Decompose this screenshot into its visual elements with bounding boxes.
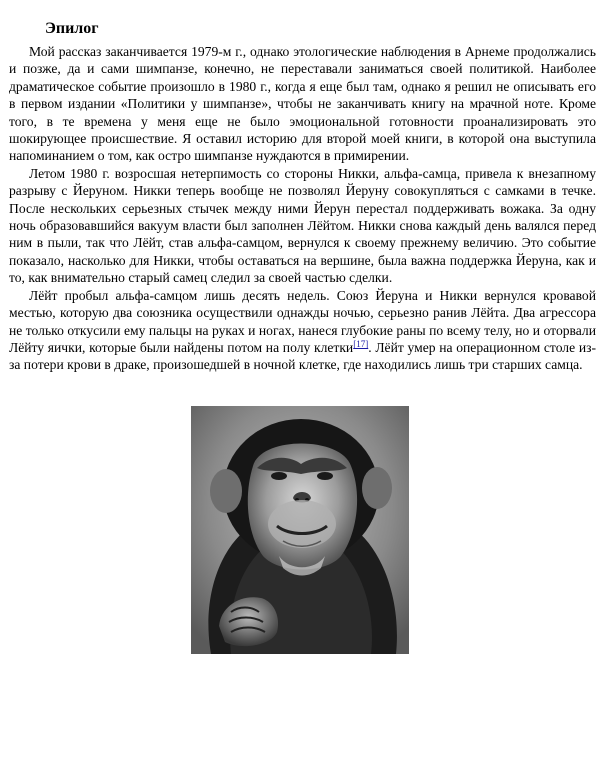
chimpanzee-illustration: [191, 406, 409, 654]
paragraph-1: Мой рассказ заканчивается 1979-м г., однако этологические наблюдения в Арнеме продолжались и позже, да и сами шимпанзе, конечно, не переставали заниматься своей политикой. Наиболее драматическое событие произошло в 1980 г., когда я еще был там, однако я решил не описывать его в первом издании «Политики у шимпанзе», чтобы не заканчивать книгу на мрачной ноте. Кроме того, в те времена у меня еще не было эмоциональной готовности проанализировать это шокирующее происшествие. Я оставил историю для второй моей книги, в которой она выступила напоминанием о том, как остро шимпанзе нуждаются в примирении.: [9, 44, 596, 164]
paragraph-3-end: . Лёйт умер на операционном столе из-за потери крови в драке, произошедшей в ночной клетке, где находились лишь три старших самца.: [9, 339, 596, 373]
chapter-heading: Эпилог: [45, 20, 99, 37]
paragraph-3: [9, 287, 596, 374]
paragraph-3-start: Лёйт пробыл альфа-самцом лишь десять недель. Союз Йеруна и Никки вернулся кровавой местью, которую два союзника осуществили однажды ночью, серьезно ранив Лёйта. Два агрессора не только откусили ему пальцы на руках и ногах, нанеся глубокие раны по всему телу, но и оторвали Лёйту яички, которые были найдены потом на полу клетки: [9, 287, 596, 355]
footnote-link[interactable]: [17]: [353, 338, 369, 349]
chimpanzee-photo: [191, 406, 409, 654]
paragraph-2: Летом 1980 г. возросшая нетерпимость со стороны Никки, альфа-самца, привела к внезапному разрыву с Йеруном. Никки теперь вообще не позволял Йеруну совокупляться с самками в течке. После нескольких серьезных стычек между ними Йерун перестал поддерживать вожака. За одну ночь образовавшийся вакуум власти был заполнен Лёйтом. Никки снова каждый день валялся перед ним в пыли, так что Лёйт, став альфа-самцом, вернулся к своему прежнему величию. Это событие показало, насколько для Никки, чтобы оставаться на вершине, была важна поддержка Йеруна, как и то, как внимательно старый самец следил за своей частью сделки.: [9, 165, 596, 286]
body-text: [9, 43, 596, 374]
footnote-ref: [353, 339, 368, 349]
